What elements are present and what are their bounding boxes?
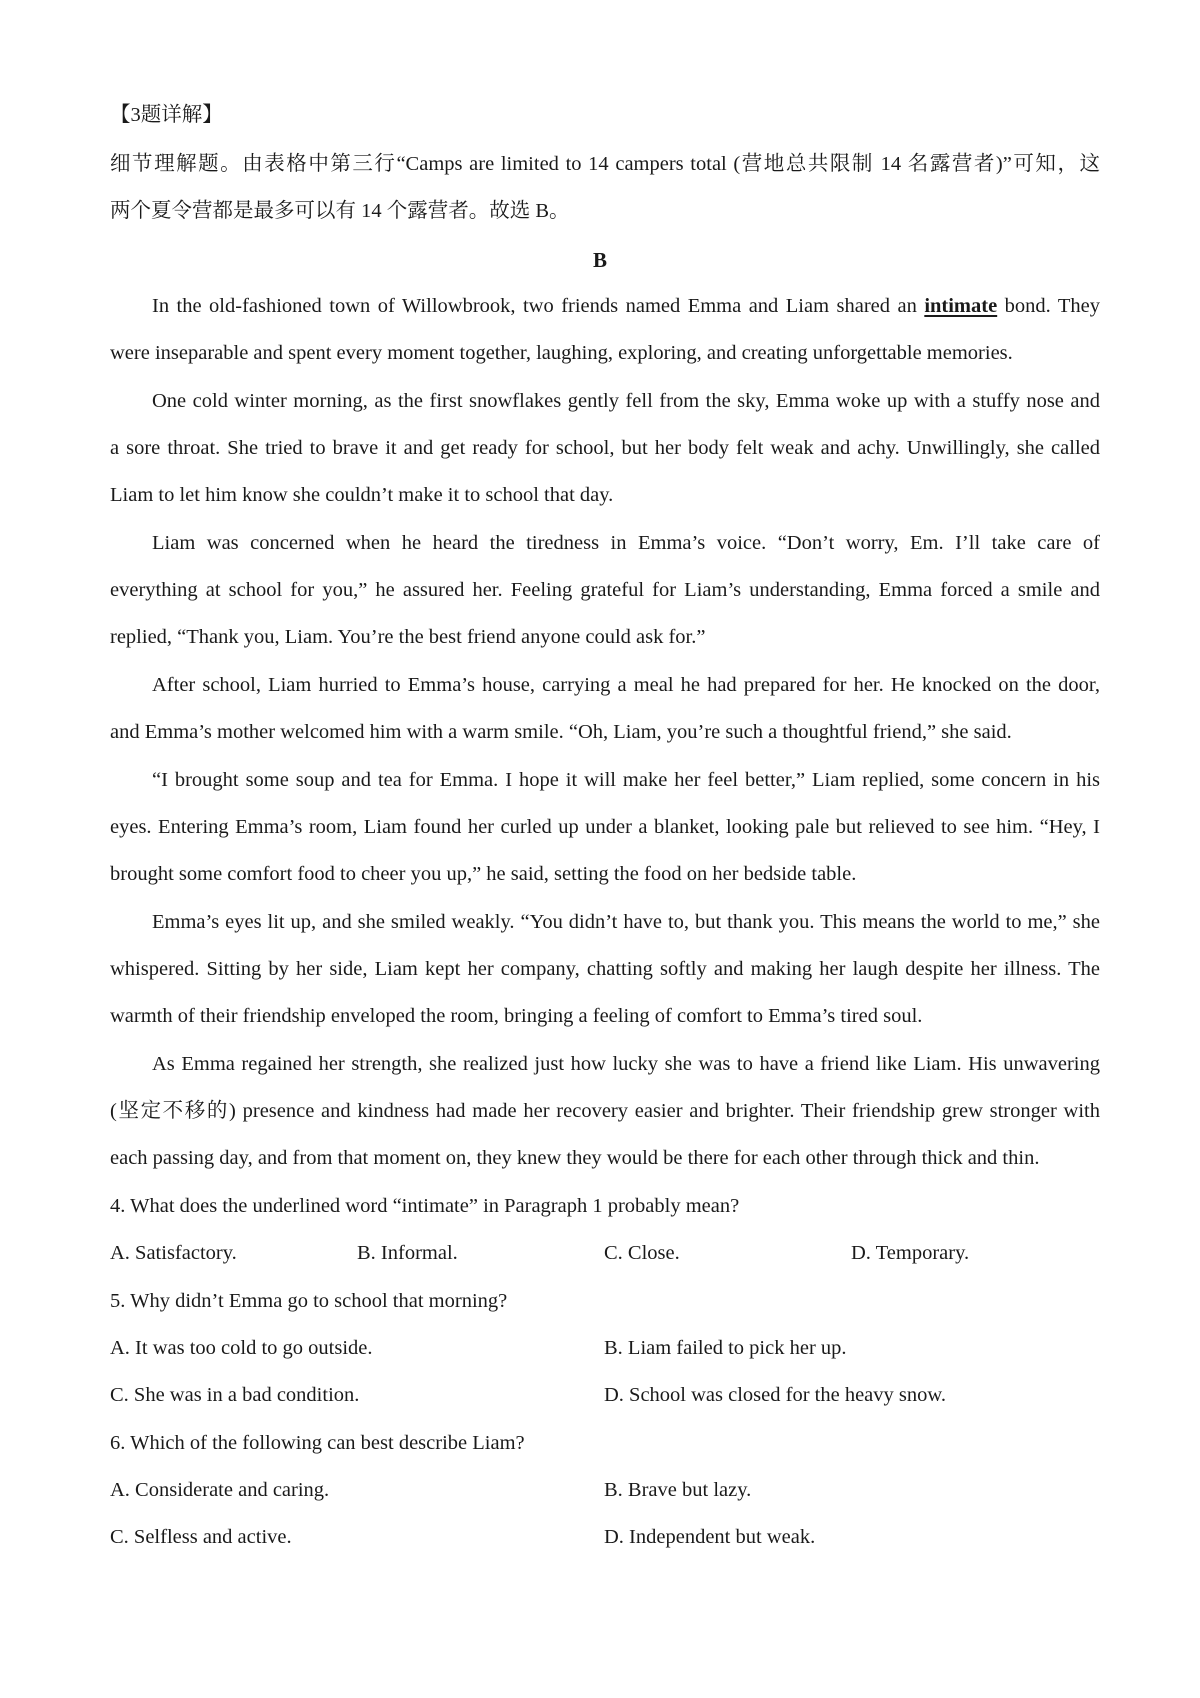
answer-option: A. Considerate and caring. [110, 1479, 330, 1501]
passage-line: As Emma regained her strength, she realized just how lucky she was to have a friend like Liam. His unwavering [152, 1053, 1100, 1075]
answer-option: D. Independent but weak. [604, 1526, 816, 1548]
passage-line: a sore throat. She tried to brave it and get ready for school, but her body felt weak and achy. Unwillingly, she called [110, 437, 1100, 459]
answer-option: B. Liam failed to pick her up. [604, 1337, 847, 1359]
passage-text: In the old-fashioned town of Willowbrook, two friends named Emma and Liam shared an [152, 295, 917, 317]
answer-option: C. Selfless and active. [110, 1526, 292, 1548]
answer-option: C. Close. [604, 1242, 680, 1264]
explanation-line: 细节理解题。由表格中第三行“Camps are limited to 14 campers total (营地总共限制 14 名露营者)”可知，这 [110, 153, 1100, 175]
passage-line: Emma’s eyes lit up, and she smiled weakly. “You didn’t have to, but thank you. This means the world to me,” she [152, 911, 1100, 933]
answer-option: D. Temporary. [851, 1242, 970, 1264]
answer-option: B. Brave but lazy. [604, 1479, 752, 1501]
passage-line: “I brought some soup and tea for Emma. I hope it will make her feel better,” Liam replied, some concern in his [152, 769, 1100, 791]
explanation-heading: 【3题详解】 [110, 104, 223, 126]
passage-line [152, 292, 1100, 320]
answer-option: C. She was in a bad condition. [110, 1384, 360, 1406]
passage-line: One cold winter morning, as the first snowflakes gently fell from the sky, Emma woke up with a stuffy nose and [152, 390, 1100, 412]
passage-line: Liam to let him know she couldn’t make it to school that day. [110, 484, 614, 506]
answer-option: B. Informal. [357, 1242, 458, 1264]
passage-line: warmth of their friendship enveloped the room, bringing a feeling of comfort to Emma’s tired soul. [110, 1005, 923, 1027]
passage-line: everything at school for you,” he assured her. Feeling grateful for Liam’s understanding, Emma forced a smile and [110, 579, 1100, 601]
passage-line: Liam was concerned when he heard the tiredness in Emma’s voice. “Don’t worry, Em. I’ll take care of [152, 532, 1100, 554]
passage-text: bond. They [1004, 295, 1101, 317]
passage-line: After school, Liam hurried to Emma’s house, carrying a meal he had prepared for her. He knocked on the door, [152, 674, 1100, 696]
answer-option: A. It was too cold to go outside. [110, 1337, 373, 1359]
section-label: B [592, 248, 607, 272]
explanation-line: 两个夏令营都是最多可以有 14 个露营者。故选 B。 [110, 200, 570, 222]
answer-option: A. Satisfactory. [110, 1242, 237, 1264]
answer-option: D. School was closed for the heavy snow. [604, 1384, 946, 1406]
passage-line: brought some comfort food to cheer you up,” he said, setting the food on her bedside table. [110, 863, 857, 885]
passage-line: (坚定不移的) presence and kindness had made her recovery easier and brighter. Their friendship grew stronger with [110, 1100, 1100, 1122]
underlined-keyword: intimate [924, 295, 998, 317]
question-stem: 4. What does the underlined word “intimate” in Paragraph 1 probably mean? [110, 1195, 740, 1217]
passage-line: eyes. Entering Emma’s room, Liam found her curled up under a blanket, looking pale but relieved to see him. “Hey, I [110, 816, 1100, 838]
passage-line: replied, “Thank you, Liam. You’re the best friend anyone could ask for.” [110, 626, 706, 648]
passage-line: each passing day, and from that moment on, they knew they would be there for each other through thick and thin. [110, 1147, 1040, 1169]
passage-line: were inseparable and spent every moment together, laughing, exploring, and creating unforgettable memories. [110, 342, 1013, 364]
passage-line: whispered. Sitting by her side, Liam kept her company, chatting softly and making her laugh despite her illness. The [110, 958, 1100, 980]
question-stem: 6. Which of the following can best describe Liam? [110, 1432, 525, 1454]
question-stem: 5. Why didn’t Emma go to school that morning? [110, 1290, 508, 1312]
passage-line: and Emma’s mother welcomed him with a warm smile. “Oh, Liam, you’re such a thoughtful friend,” she said. [110, 721, 1012, 743]
